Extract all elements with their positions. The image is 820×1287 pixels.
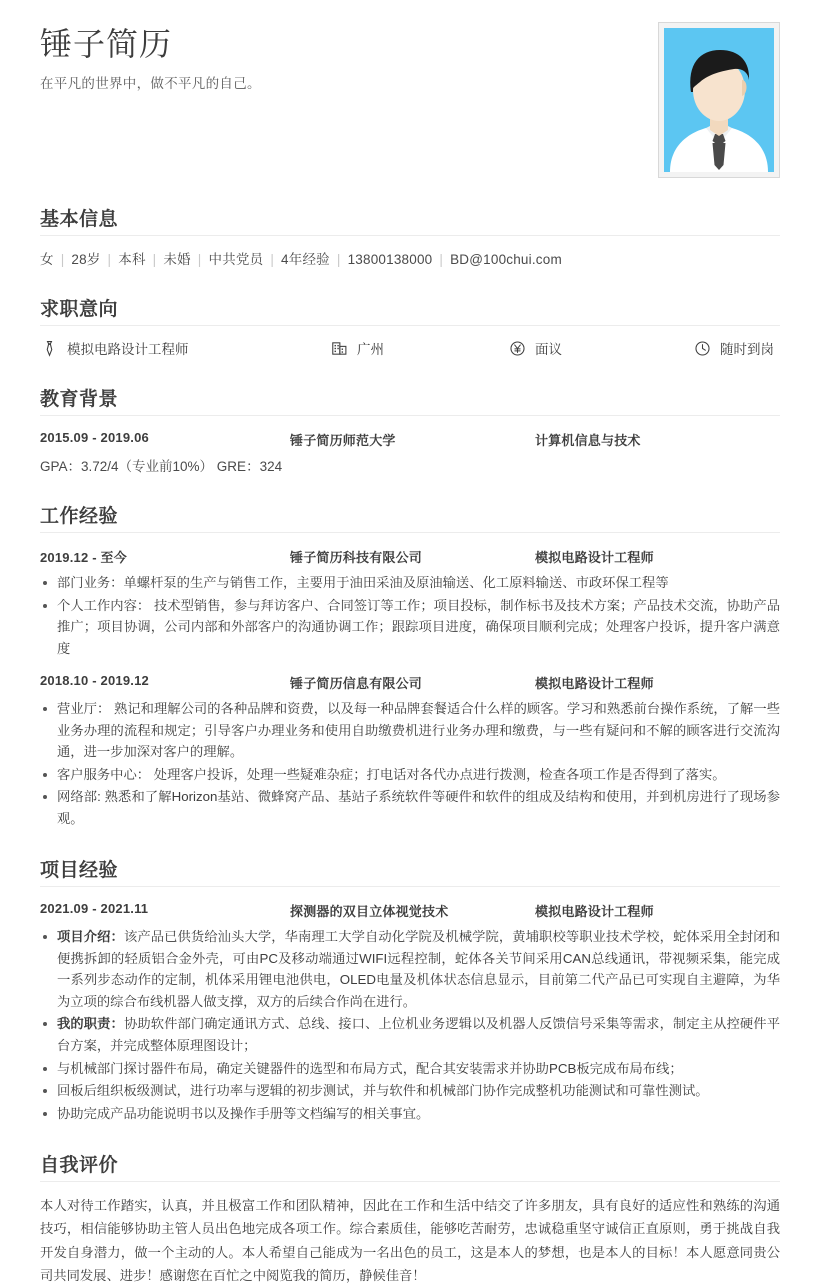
section-basic-info (40, 204, 780, 268)
education-entries (40, 430, 780, 475)
bullet-text: 个人工作内容： 技术型销售，参与拜访客户、合同签订等工作；项目投标，制作标书及技术方案；产品技术交流，协助产品推广；项目协调，公司内部和外部客户的沟通协调工作；跟踪项目进度，确保项目顺利完成；处理客户投诉，提升客户满意度 (57, 597, 780, 656)
avatar-illustration (664, 28, 774, 172)
basic-info-item: 中共党员 (208, 252, 264, 267)
section-divider (40, 1181, 780, 1182)
job-intention-item (693, 338, 774, 358)
education-role: 计算机信息与技术 (535, 433, 641, 448)
list-item (40, 595, 780, 660)
list-item (40, 1103, 780, 1125)
basic-info-separator: | (60, 252, 65, 267)
basic-info-list (40, 248, 780, 268)
section-title-job-intention: 求职意向 (40, 299, 119, 320)
list-item (40, 786, 780, 829)
basic-info-item: 未婚 (163, 252, 191, 267)
job-intention-row (40, 338, 780, 358)
clock-icon (693, 339, 711, 357)
job-intention-label: 面议 (535, 342, 562, 357)
avatar (658, 22, 780, 178)
section-title-education: 教育背景 (40, 389, 119, 410)
resume-slogan: 在平凡的世界中，做不平凡的自己。 (40, 75, 261, 91)
list-item (40, 764, 780, 786)
bullet-text: 协助软件部门确定通讯方式、总线、接口、上位机业务逻辑以及机器人反馈信号采集等需求，制定主从控硬件平台方案，并完成整体原理图设计； (57, 1016, 780, 1053)
list-item (40, 1058, 780, 1080)
education-entry-header (40, 430, 780, 449)
section-work-experience (40, 501, 780, 829)
basic-info-separator: | (336, 252, 341, 267)
section-job-intention (40, 294, 780, 358)
basic-info-separator: | (439, 252, 444, 267)
page-title: 锤子简历 (40, 26, 173, 62)
project-entries (40, 901, 780, 1124)
basic-info-item: BD@100chui.com (450, 252, 562, 267)
work-organization: 锤子简历科技有限公司 (290, 550, 423, 565)
bullet-text: 回板后组织板级测试，进行功率与逻辑的初步测试，并与软件和机械部门协作完成整机功能测试和可靠性测试。 (57, 1083, 709, 1099)
list-item (40, 572, 780, 594)
tie-icon (40, 339, 58, 357)
list-item (40, 1080, 780, 1102)
person-avatar-icon (664, 28, 774, 172)
section-divider (40, 325, 780, 326)
project-date: 2021.09 - 2021.11 (40, 901, 149, 917)
job-intention-item (330, 338, 508, 358)
bullet-text: 部门业务：单螺杆泵的生产与销售工作，主要用于油田采油及原油输送、化工原料输送、市政环保工程等 (57, 575, 669, 590)
basic-info-separator: | (152, 252, 157, 267)
basic-info-item: 28岁 (71, 252, 101, 267)
work-organization: 锤子简历信息有限公司 (290, 676, 423, 692)
education-detail: GPA：3.72/4（专业前10%） GRE：324 (40, 459, 283, 474)
yen-icon (508, 339, 526, 357)
section-title-work-experience: 工作经验 (40, 506, 119, 527)
job-intention-label: 随时到岗 (720, 342, 774, 357)
bullet-text: 协助完成产品功能说明书以及操作手册等文档编写的相关事宜。 (57, 1105, 430, 1121)
section-project-experience (40, 855, 780, 1124)
work-entry-header (40, 547, 780, 566)
work-entry-header (40, 673, 780, 692)
basic-info-item: 4年经验 (281, 252, 330, 267)
work-entries (40, 547, 780, 829)
section-education (40, 384, 780, 475)
basic-info-item: 13800138000 (347, 252, 433, 267)
bullet-lead: 项目介绍： (57, 929, 124, 945)
section-divider (40, 886, 780, 887)
list-item (40, 926, 780, 1012)
section-divider (40, 235, 780, 236)
work-date: 2018.10 - 2019.12 (40, 673, 149, 689)
bullet-text: 该产品已供货给汕头大学，华南理工大学自动化学院及机械学院，黄埔职校等职业技术学校，蛇体采用全封闭和便携拆卸的轻质铝合金外壳，可由PC及移动端通过WIFI远程控制，蛇体各关节间采用CAN总线通讯，带视频采集，能完成一系列步态动作的定制，机体采用锂电池供电，OLED电量及机体状态信息显示，目前第二代产品已可实现自主避障，为华为立项的综合布线机器人做支撑，双方的后续合作尚在进行。 (57, 929, 780, 1009)
section-divider (40, 415, 780, 416)
section-title-project-experience: 项目经验 (40, 860, 119, 882)
job-intention-label: 广州 (357, 342, 384, 357)
bullet-text: 营业厅： 熟记和理解公司的各种品牌和资费，以及每一种品牌套餐适合什么样的顾客。学习和熟悉前台操作系统，了解一些业务办理的流程和规定；引导客户办理业务和使用自助缴费机进行业务办理和缴费，与一些有疑问和不解的顾客进行交流沟通，进一步加深对客户的理解。 (57, 701, 780, 760)
section-title-basic-info: 基本信息 (40, 209, 119, 230)
work-date: 2019.12 - 至今 (40, 550, 127, 565)
bullet-lead: 我的职责： (57, 1016, 124, 1032)
job-intention-label: 模拟电路设计工程师 (67, 342, 189, 357)
self-evaluation-text: 本人对待工作踏实，认真，并且极富工作和团队精神，因此在工作和生活中结交了许多朋友，具有良好的适应性和熟练的沟通技巧，相信能够协助主管人员出色地完成各项工作。综合素质佳，能够吃苦耐劳，忠诚稳重坚守诚信正直原则，勇于挑战自我开发自身潜力，做一个主动的人。本人希望自己能成为一名出色的员工，这是本人的梦想，也是本人的目标！本人愿意同贵公司共同发展、进步！感谢您在百忙之中阅览我的简历，静候佳音！ (40, 1198, 780, 1283)
project-bullet-list (40, 926, 780, 1124)
section-title-self-evaluation: 自我评价 (40, 1155, 119, 1177)
basic-info-separator: | (197, 252, 202, 267)
work-bullet-list (40, 698, 780, 829)
list-item (40, 1013, 780, 1056)
job-intention-item (40, 338, 330, 358)
project-entry-header (40, 901, 780, 920)
basic-info-item: 本科 (118, 252, 146, 267)
section-self-evaluation (40, 1150, 780, 1287)
work-role: 模拟电路设计工程师 (535, 676, 654, 692)
building-icon (330, 339, 348, 357)
education-organization: 锤子简历师范大学 (290, 433, 396, 448)
bullet-text: 客户服务中心： 处理客户投诉，处理一些疑难杂症；打电话对各代办点进行拨测，检查各项工作是否得到了落实。 (57, 766, 726, 782)
basic-info-separator: | (270, 252, 275, 267)
resume-header (40, 22, 780, 178)
list-item (40, 698, 780, 763)
project-organization: 探测器的双目立体视觉技术 (290, 904, 449, 920)
job-intention-item (508, 338, 693, 358)
work-role: 模拟电路设计工程师 (535, 550, 654, 565)
header-text-block (40, 22, 261, 92)
basic-info-separator: | (107, 252, 112, 267)
work-bullet-list (40, 572, 780, 659)
project-role: 模拟电路设计工程师 (535, 904, 654, 920)
education-date: 2015.09 - 2019.06 (40, 430, 149, 445)
bullet-text: 与机械部门探讨器件布局，确定关键器件的选型和布局方式，配合其安装需求并协助PCB板完成布局布线； (57, 1060, 683, 1076)
basic-info-item: 女 (40, 252, 54, 267)
section-divider (40, 532, 780, 533)
bullet-text: 网络部: 熟悉和了解Horizon基站、微蜂窝产品、基站子系统软件等硬件和软件的组成及结构和使用，并到机房进行了现场参观。 (57, 789, 780, 826)
